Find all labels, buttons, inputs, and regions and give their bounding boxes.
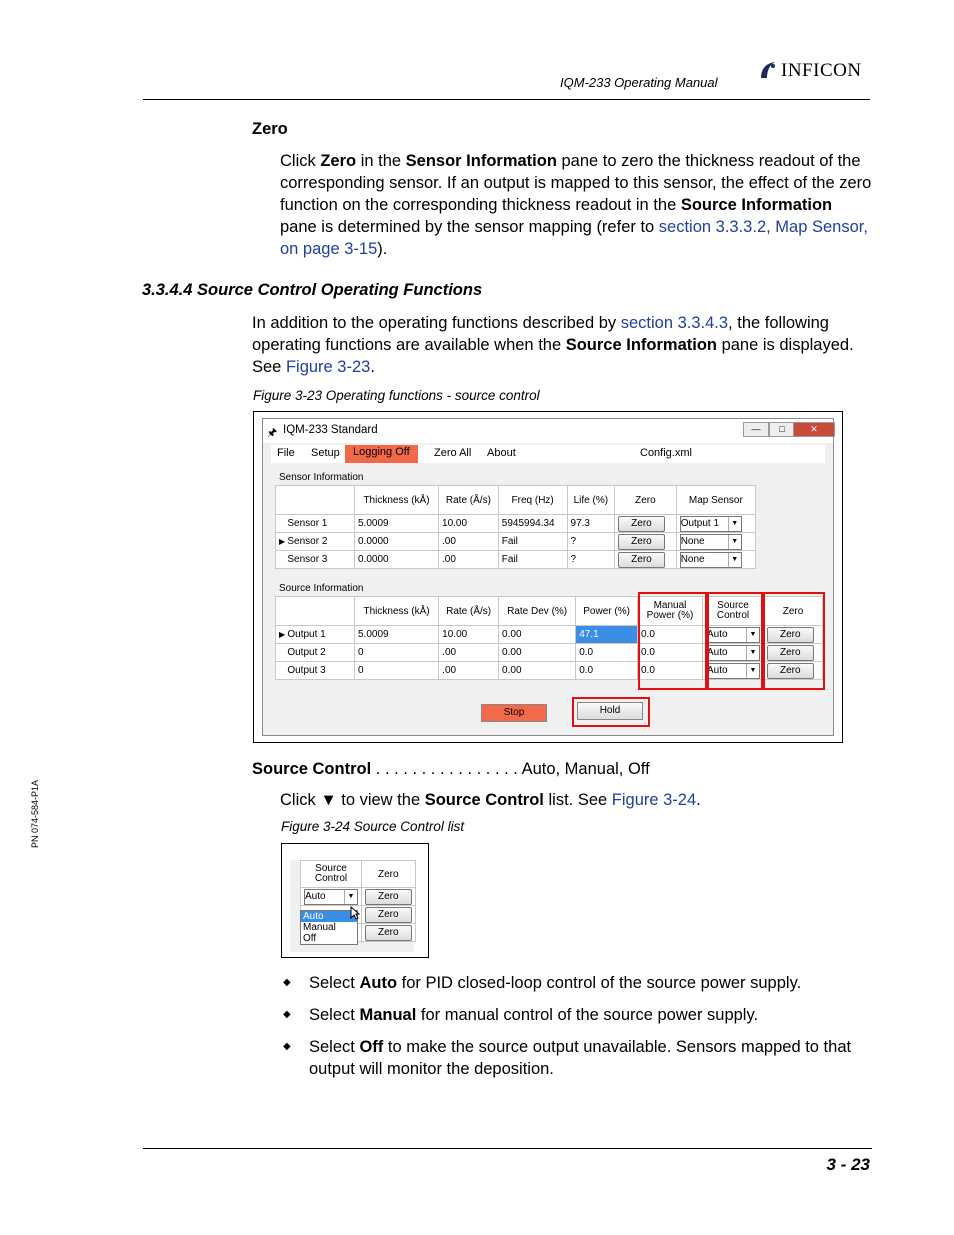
output-name: ▶ Output 1 (276, 626, 355, 644)
text-run: Select (309, 1006, 360, 1024)
source-header-source-control: Source Control (703, 597, 764, 626)
sensor-name: Sensor 1 (276, 515, 355, 533)
sensor-map-cell (676, 533, 755, 551)
figure-23 (253, 411, 843, 743)
output-thickness: 0 (355, 662, 439, 680)
figure-24-caption: Figure 3-24 Source Control list (281, 819, 465, 834)
fig24-zero-button-1[interactable]: Zero (365, 889, 412, 905)
output-rate: 10.00 (439, 626, 499, 644)
text-run: list. See (543, 791, 612, 809)
sensor-header-map: Map Sensor (676, 486, 755, 515)
click-line (280, 789, 870, 811)
sensor-zero-button[interactable]: Zero (618, 516, 665, 532)
inficon-logo (758, 60, 862, 82)
option-manual[interactable]: Manual (303, 922, 336, 933)
sensor-row[interactable] (276, 515, 756, 533)
fig24-select-cell (301, 888, 362, 906)
output-rate: .00 (439, 662, 499, 680)
map-sensor-select[interactable]: Output 1 ▼ (680, 516, 742, 532)
sensor-header-life: Life (%) (567, 486, 615, 515)
sensor-header-blank (276, 486, 355, 515)
sensor-map-cell (676, 515, 755, 533)
menu-logging-off[interactable]: Logging Off (345, 445, 418, 463)
output-rate-dev: 0.00 (499, 626, 576, 644)
text-run: to make the source output unavailable. Sensors mapped to that output will monitor the deposition. (309, 1038, 852, 1078)
menu-bar (271, 445, 825, 463)
logo-text: INFICON (781, 60, 862, 81)
fig24-zero-cell-3 (362, 924, 416, 942)
chevron-down-icon[interactable]: ▼ (746, 646, 759, 660)
menu-about[interactable]: About (487, 447, 516, 459)
sensor-rows (276, 515, 756, 569)
source-header-power: Power (%) (576, 597, 638, 626)
source-header-ratedev: Rate Dev (%) (499, 597, 576, 626)
output-manual-power[interactable]: 0.0 (638, 626, 703, 644)
sensor-freq: Fail (498, 533, 567, 551)
output-rate: .00 (439, 644, 499, 662)
sensor-zero-cell (615, 515, 677, 533)
sensor-life: 97.3 (567, 515, 615, 533)
sensor-thickness: 0.0000 (355, 533, 439, 551)
chevron-down-icon[interactable]: ▼ (746, 628, 759, 642)
cross-reference-link[interactable]: Figure 3-23 (285, 358, 371, 376)
chevron-down-icon[interactable]: ▼ (746, 664, 759, 678)
output-power: 0.0 (576, 644, 638, 662)
figure-24 (281, 843, 429, 958)
footer-rule (143, 1148, 872, 1149)
maximize-icon[interactable]: □ (769, 422, 795, 437)
output-manual-power[interactable]: 0.0 (638, 662, 703, 680)
text-run: . (370, 358, 375, 376)
text-run: Manual (359, 1006, 417, 1024)
source-control-select[interactable]: Auto ▼ (706, 645, 760, 661)
bullet-manual-text (309, 1006, 758, 1024)
sensor-header-zero: Zero (615, 486, 677, 515)
highlight-zero (763, 592, 825, 690)
fig24-header-source-control: Source Control (301, 861, 362, 888)
source-control-term: Source Control (252, 760, 372, 778)
sensor-zero-cell (615, 551, 677, 569)
sensor-zero-button[interactable]: Zero (618, 552, 665, 568)
source-info-label: Source Information (279, 583, 364, 594)
text-run: Select (309, 1038, 360, 1056)
sensor-info-label: Sensor Information (279, 472, 364, 483)
menu-zero-all[interactable]: Zero All (434, 447, 472, 459)
text-run: for manual control of the source power supply. (416, 1006, 759, 1024)
menu-setup[interactable]: Setup (311, 447, 340, 459)
sensor-header-thickness: Thickness (kÅ) (355, 486, 439, 515)
window-title: IQM-233 Standard (283, 424, 378, 436)
page-number: 3 - 23 (826, 1155, 870, 1174)
header-rule (143, 99, 870, 100)
bullet-auto (283, 972, 873, 994)
output-thickness: 0 (355, 644, 439, 662)
bullet-off-text (309, 1038, 851, 1078)
chevron-down-icon[interactable]: ▼ (728, 535, 741, 549)
output-name: Output 2 (276, 644, 355, 662)
text-run: Sensor Information (405, 152, 557, 170)
output-rate-dev: 0.00 (499, 644, 576, 662)
text-run: for PID closed-loop control of the source power supply. (397, 974, 802, 992)
source-header-thickness: Thickness (kÅ) (355, 597, 439, 626)
output-zero-button[interactable]: Zero (767, 663, 814, 679)
fig24-selected-value: Auto (305, 890, 326, 902)
bullet-manual (283, 1004, 873, 1026)
text-run: Off (359, 1038, 384, 1056)
sensor-map-cell (676, 551, 755, 569)
highlight-manual-power (638, 592, 707, 690)
sensor-name: ▶ Sensor 2 (276, 533, 355, 551)
cross-reference-link[interactable]: section 3.3.3.2, Map Sensor, on page 3-15 (280, 218, 868, 258)
app-window (262, 418, 834, 736)
text-run: pane is determined by the sensor mapping (refer to (280, 218, 659, 236)
chevron-down-icon[interactable]: ▼ (728, 517, 741, 531)
sensor-zero-button[interactable]: Zero (618, 534, 665, 550)
sensor-freq: Fail (498, 551, 567, 569)
output-thickness: 5.0009 (355, 626, 439, 644)
option-off[interactable]: Off (303, 933, 317, 944)
source-control-list-view (290, 860, 414, 952)
fig24-zero-button-2[interactable]: Zero (365, 907, 412, 923)
menu-file[interactable]: File (277, 447, 295, 459)
figure-23-caption: Figure 3-23 Operating functions - source control (253, 388, 540, 403)
minimize-icon[interactable]: — (743, 422, 769, 437)
sensor-life: ? (567, 551, 615, 569)
source-control-values: Auto, Manual, Off (517, 760, 650, 778)
source-header-blank (276, 597, 355, 626)
text-run: Auto (359, 974, 398, 992)
sensor-thickness: 0.0000 (355, 551, 439, 569)
sensor-header-freq: Freq (Hz) (498, 486, 567, 515)
sensor-thickness: 5.0009 (355, 515, 439, 533)
sensor-row[interactable] (276, 533, 756, 551)
manual-title: IQM-233 Operating Manual (560, 75, 718, 90)
text-run: Select (309, 974, 360, 992)
sensor-rate: .00 (439, 533, 499, 551)
zero-paragraph (280, 150, 872, 260)
window-titlebar (263, 419, 833, 443)
highlight-source-control (707, 592, 763, 690)
text-run: Source Control (424, 791, 544, 809)
bullet-auto-text (309, 974, 801, 992)
output-manual-power[interactable]: 0.0 (638, 644, 703, 662)
bullet-off (283, 1036, 873, 1080)
cross-reference-link[interactable]: Figure 3-24 (611, 791, 697, 809)
config-filename: Config.xml (640, 447, 692, 459)
text-run: Click (280, 152, 321, 170)
diamond-bullet-icon: ◆ (283, 977, 291, 988)
intro-paragraph (252, 312, 872, 378)
map-sensor-select[interactable]: None ▼ (680, 552, 742, 568)
part-number: PN 074-584-P1A (30, 779, 40, 848)
fig24-header-zero: Zero (362, 861, 416, 888)
row-pointer-icon: ▶ (279, 537, 288, 546)
cross-reference-link[interactable]: section 3.3.4.3 (620, 314, 729, 332)
sensor-name: Sensor 3 (276, 551, 355, 569)
text-run: Click ▼ to view the (280, 791, 425, 809)
sensor-rate: .00 (439, 551, 499, 569)
text-run: pane to zero the thickness readout of the corresponding sensor. If an output is mapped to this sensor, the effect of the zero function on the corresponding thickness readout in the (280, 152, 872, 214)
zero-heading: Zero (252, 120, 288, 138)
text-run: , the following operating functions are available when the (252, 314, 829, 354)
source-header-zero: Zero (764, 597, 823, 626)
mouse-cursor-icon (350, 906, 360, 920)
source-control-options-list (283, 972, 873, 1090)
row-pointer-icon: ▶ (279, 630, 288, 639)
sensor-zero-cell (615, 533, 677, 551)
option-auto[interactable]: Auto (301, 911, 357, 922)
source-header-manual-power: Manual Power (%) (638, 597, 703, 626)
inficon-logo-icon (758, 60, 778, 80)
close-icon[interactable]: ✕ (793, 422, 835, 437)
sensor-freq: 5945994.34 (498, 515, 567, 533)
sensor-table (275, 485, 756, 569)
text-run: Source Information (565, 336, 717, 354)
text-run: ). (377, 240, 388, 258)
source-control-line (252, 758, 650, 780)
output-zero-button[interactable]: Zero (767, 627, 814, 643)
fig24-source-control-select[interactable] (304, 889, 358, 905)
hold-button[interactable]: Hold (577, 702, 643, 720)
source-control-select[interactable]: Auto ▼ (706, 663, 760, 679)
source-control-leader: . . . . . . . . . . . . . . . . (371, 760, 518, 778)
app-icon: 🖈 (267, 427, 278, 439)
output-power: 0.0 (576, 662, 638, 680)
text-run: in the (356, 152, 406, 170)
source-control-select[interactable]: Auto ▼ (706, 627, 760, 643)
chevron-down-icon[interactable]: ▼ (728, 553, 741, 567)
text-run: Zero (320, 152, 357, 170)
text-run: Source Information (680, 196, 833, 214)
source-header-rate: Rate (Å/s) (439, 597, 499, 626)
fig24-zero-button-3[interactable]: Zero (365, 925, 412, 941)
output-rate-dev: 0.00 (499, 662, 576, 680)
fig24-zero-cell-2 (362, 906, 416, 924)
sensor-life: ? (567, 533, 615, 551)
sensor-rate: 10.00 (439, 515, 499, 533)
sensor-row[interactable] (276, 551, 756, 569)
text-run: pane is displayed. See (252, 336, 854, 376)
output-power: 47.1 (576, 626, 638, 644)
fig24-zero-cell-1 (362, 888, 416, 906)
text-run: . (696, 791, 701, 809)
map-sensor-select[interactable]: None ▼ (680, 534, 742, 550)
stop-button[interactable]: Stop (481, 704, 547, 722)
section-heading: 3.3.4.4 Source Control Operating Functions (142, 281, 483, 299)
sensor-header-rate: Rate (Å/s) (439, 486, 499, 515)
output-name: Output 3 (276, 662, 355, 680)
chevron-down-icon[interactable]: ▼ (344, 890, 357, 904)
text-run: In addition to the operating functions described by (252, 314, 621, 332)
output-zero-button[interactable]: Zero (767, 645, 814, 661)
diamond-bullet-icon: ◆ (283, 1009, 291, 1020)
diamond-bullet-icon: ◆ (283, 1041, 291, 1052)
